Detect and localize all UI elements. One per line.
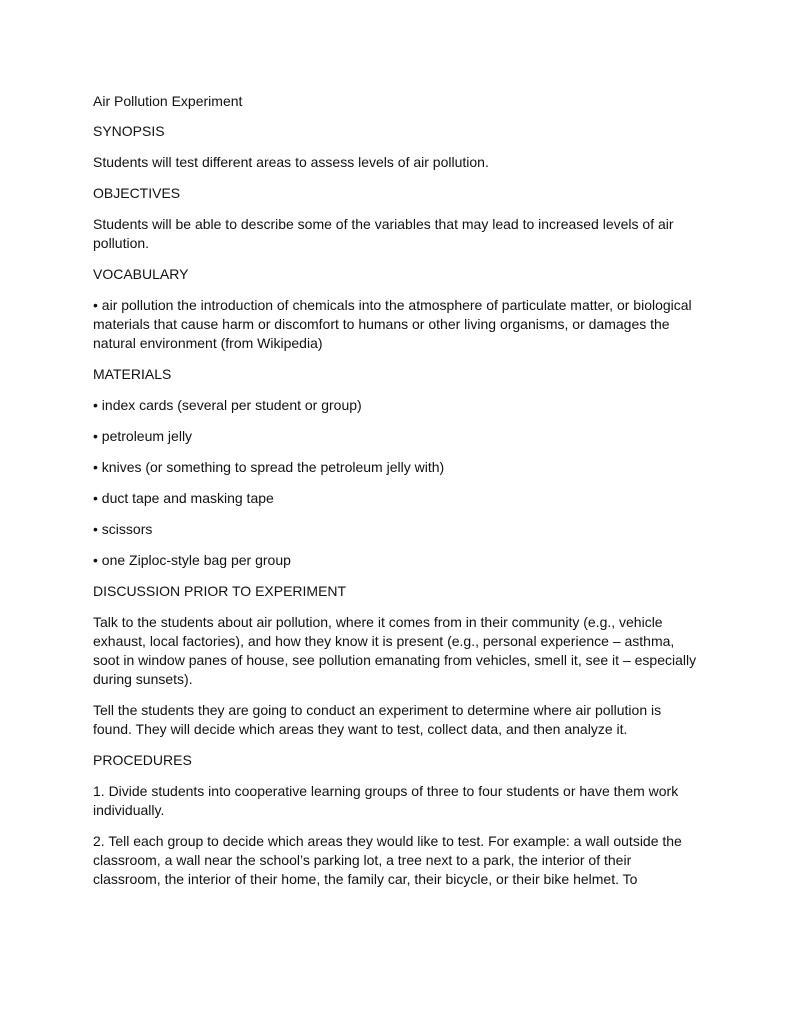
objectives-heading: OBJECTIVES [93,185,181,201]
discussion-paragraph: Talk to the students about air pollution, where it comes from in their community (e.g., vehicle exhaust, local factories), and how they know it is present (e.g., personal experience – asthma, soot in window panes of house, see pollution emanating from vehicles, smell it, see it – especially during sunsets). [93,614,697,687]
materials-item: • knives (or something to spread the petroleum jelly with) [93,459,445,475]
document-page [93,92,699,901]
procedures-heading: PROCEDURES [93,752,192,768]
discussion-heading: DISCUSSION PRIOR TO EXPERIMENT [93,583,347,599]
synopsis-heading: SYNOPSIS [93,123,165,139]
materials-item: • index cards (several per student or group) [93,397,362,413]
materials-item: • scissors [93,521,153,537]
vocabulary-heading: VOCABULARY [93,266,189,282]
procedure-step: 2. Tell each group to decide which areas they would like to test. For example: a wall outside the classroom, a wall near the school’s parking lot, a tree next to a park, the interior of their classroom, the interior of their home, the family car, their bicycle, or their bike helmet. To [93,833,682,887]
materials-item: • duct tape and masking tape [93,490,274,506]
materials-item: • petroleum jelly [93,428,193,444]
procedure-step: 1. Divide students into cooperative learning groups of three to four students or have them work individually. [93,783,679,818]
vocabulary-item: • air pollution the introduction of chemicals into the atmosphere of particulate matter, or biological materials that cause harm or discomfort to humans or other living organisms, or damages the natural environment (from Wikipedia) [93,297,692,351]
synopsis-text: Students will test different areas to assess levels of air pollution. [93,154,489,170]
objectives-text: Students will be able to describe some of the variables that may lead to increased levels of air pollution. [93,216,674,251]
discussion-paragraph: Tell the students they are going to conduct an experiment to determine where air pollution is found. They will decide which areas they want to test, collect data, and then analyze it. [93,702,662,737]
materials-heading: MATERIALS [93,366,172,382]
materials-item: • one Ziploc-style bag per group [93,552,291,568]
document-title: Air Pollution Experiment [93,93,243,109]
